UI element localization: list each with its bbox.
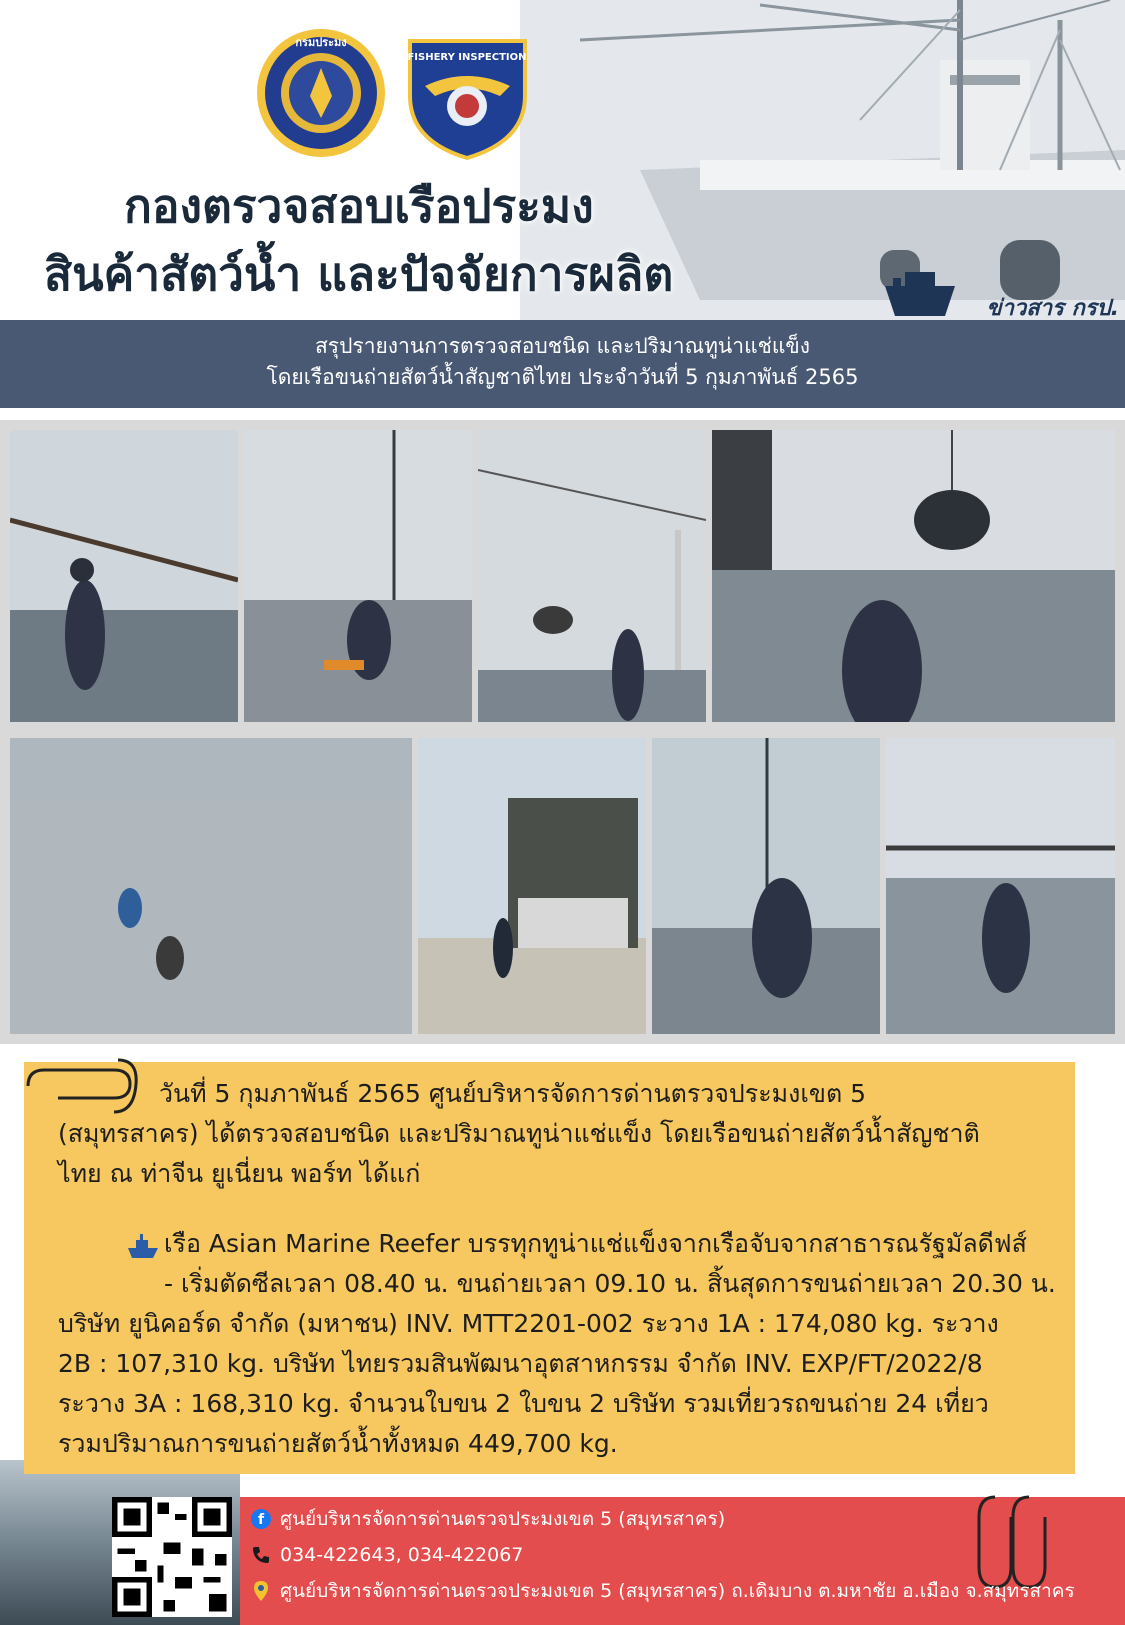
svg-text:กรมประมง: กรมประมง [295,36,347,49]
facebook-icon [250,1508,272,1530]
svg-text:FISHERY INSPECTION: FISHERY INSPECTION [407,52,527,63]
report-vessel-line: เรือ Asian Marine Reefer บรรทุกทูน่าแช่แข็งจากเรือจับจากสาธารณรัฐมัลดีฟส์ [164,1229,1027,1258]
inspection-photo [478,430,706,722]
summary-line2: โดยเรือขนถ่ายสัตว์น้ำสัญชาติไทย ประจำวันที่ 5 กุมภาพันธ์ 2565 [266,365,859,389]
report-line-9: รวมปริมาณการขนถ่ายสัตว์น้ำทั้งหมด 449,700 kg. [58,1429,618,1458]
inspection-photo [418,738,646,1034]
ship-icon [128,1234,158,1258]
location-pin-icon [250,1580,272,1602]
phone-icon [250,1544,272,1566]
qr-code[interactable] [112,1497,232,1617]
inspection-photo [886,738,1115,1034]
summary-bar [0,320,1125,408]
facebook-contact[interactable] [250,1504,725,1534]
report-line-5: - เริ่มตัดซีลเวลา 08.40 น. ขนถ่ายเวลา 09.10 น. สิ้นสุดการขนถ่ายเวลา 20.30 น. [164,1269,1056,1298]
department-of-fisheries-logo [254,26,389,161]
paperclip-icon [18,1056,158,1116]
fishery-inspection-logo [400,26,535,161]
address-label: ศูนย์บริหารจัดการด่านตรวจประมงเขต 5 (สมุทรสาคร) ถ.เดิมบาง ต.มหาชัย อ.เมือง จ.สมุทรสาคร [280,1580,1075,1602]
inspection-photo [652,738,880,1034]
phone-contact[interactable] [250,1540,523,1570]
inspection-photo [712,430,1115,722]
inspection-photo [10,738,412,1034]
report-line-2: (สมุทรสาคร) ได้ตรวจสอบชนิด และปริมาณทูน่าแช่แข็ง โดยเรือขนถ่ายสัตว์น้ำสัญชาติ [58,1119,980,1148]
page-title-line2: สินค้าสัตว์น้ำ และปัจจัยการผลิต [44,247,674,301]
phone-numbers: 034-422643, 034-422067 [280,1544,524,1566]
page-title-line1: กองตรวจสอบเรือประมง [124,179,594,233]
report-text-box [24,1062,1075,1474]
news-label: ข่าวสาร กรป. [986,296,1119,320]
report-line-7: 2B : 107,310 kg. บริษัท ไทยรวมสินพัฒนาอุตสาหกรรม จำกัด INV. EXP/FT/2022/8 [58,1349,983,1378]
summary-line1: สรุปรายงานการตรวจสอบชนิด และปริมาณทูน่าแช่แข็ง [314,334,811,358]
report-line-1: วันที่ 5 กุมภาพันธ์ 2565 ศูนย์บริหารจัดการด่านตรวจประมงเขต 5 [159,1079,867,1108]
address-contact[interactable] [250,1576,1075,1606]
facebook-label: ศูนย์บริหารจัดการด่านตรวจประมงเขต 5 (สมุทรสาคร) [280,1508,726,1530]
inspection-photo [244,430,472,722]
svg-text:f: f [257,1512,265,1528]
report-line-8: ระวาง 3A : 168,310 kg. จำนวนใบขน 2 ใบขน 2 บริษัท รวมเที่ยวรถขนถ่าย 24 เที่ยว [58,1389,989,1418]
report-line-3: ไทย ณ ท่าจีน ยูเนี่ยน พอร์ท ได้แก่ [58,1159,421,1188]
report-line-6: บริษัท ยูนิคอร์ด จำกัด (มหาชน) INV. MTT2201-002 ระวาง 1A : 174,080 kg. ระวาง [58,1309,999,1338]
photo-grid [0,420,1125,1044]
inspection-photo [10,430,238,722]
header-banner [0,0,1125,320]
